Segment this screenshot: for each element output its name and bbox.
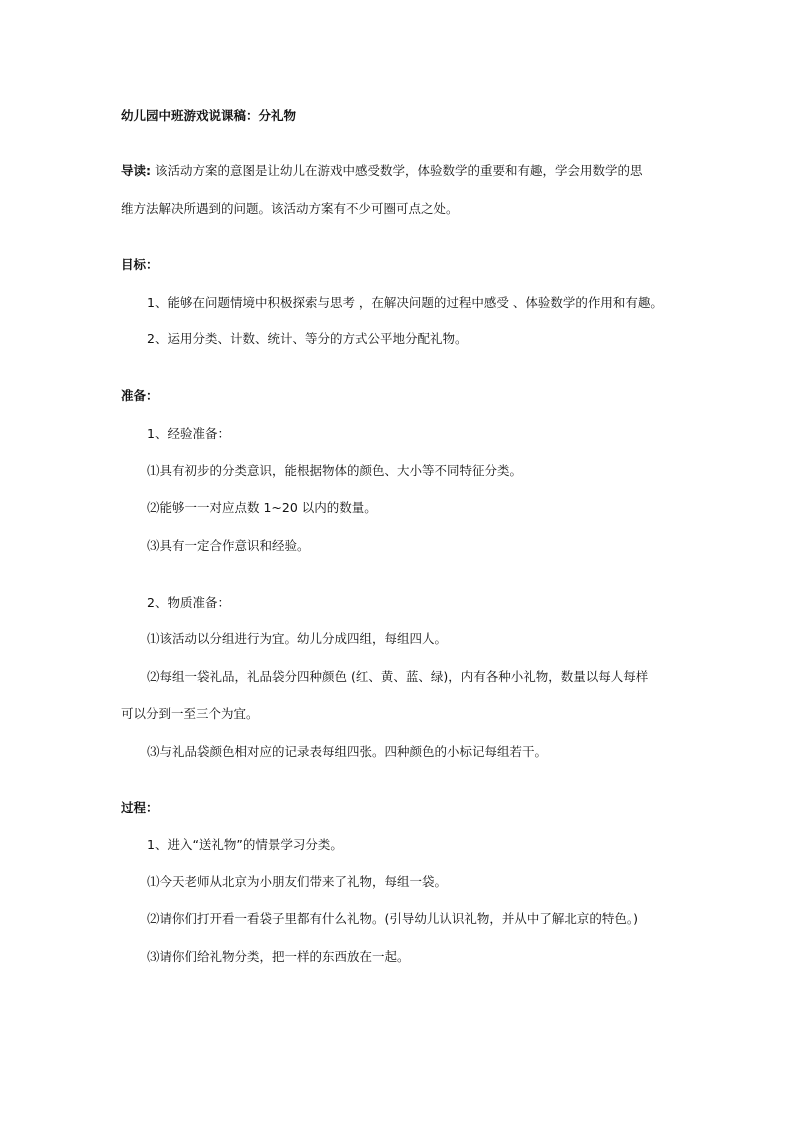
intro-text-1: 该活动方案的意图是让幼儿在游戏中感受数学，体验数学的重要和有趣，学会用数学的思 (151, 163, 643, 178)
prep-material-item-3: ⑶与礼品袋颜色相对应的记录表每组四张。四种颜色的小标记每组若干。 (147, 744, 548, 759)
prep-material-heading: 2、物质准备： (147, 595, 230, 610)
process-item-2: ⑵请你们打开看一看袋子里都有什么礼物。(引导幼儿认识礼物，并从中了解北京的特色。) (147, 911, 639, 926)
prep-experience-heading: 1、经验准备： (147, 426, 230, 441)
process-item-3: ⑶请你们给礼物分类，把一样的东西放在一起。 (147, 949, 410, 964)
document-title: 幼儿园中班游戏说课稿：分礼物 (121, 108, 297, 123)
process-heading: 过程： (121, 800, 159, 815)
prep-experience-item-3: ⑶具有一定合作意识和经验。 (147, 538, 310, 553)
process-item-1: ⑴今天老师从北京为小朋友们带来了礼物，每组一袋。 (147, 874, 448, 889)
goal-item-1: 1、能够在问题情境中积极探索与思考 ，在解决问题的过程中感受 、体验数学的作用和有趣。 (147, 295, 663, 310)
intro-line-1 (121, 163, 642, 179)
intro-line-2: 维方法解决所遇到的问题。该活动方案有不少可圈可点之处。 (121, 201, 459, 216)
goal-item-2: 2、运用分类、计数、统计、等分的方式公平地分配礼物。 (147, 331, 468, 346)
prep-experience-item-1: ⑴具有初步的分类意识，能根据物体的颜色、大小等不同特征分类。 (147, 463, 523, 478)
intro-label: 导读: (121, 163, 151, 178)
process-step-1: 1、进入“送礼物”的情景学习分类。 (147, 837, 343, 852)
prep-material-item-2-cont: 可以分到一至三个为宜。 (121, 706, 259, 721)
prep-experience-item-2: ⑵能够一一对应点数 1~20 以内的数量。 (147, 500, 377, 515)
prep-heading: 准备： (121, 388, 159, 403)
prep-material-item-2: ⑵每组一袋礼品，礼品袋分四种颜色 (红、黄、蓝、绿)，内有各种小礼物，数量以每人每样 (147, 669, 649, 684)
goals-heading: 目标： (121, 257, 159, 272)
prep-material-item-1: ⑴该活动以分组进行为宜。幼儿分成四组，每组四人。 (147, 631, 448, 646)
